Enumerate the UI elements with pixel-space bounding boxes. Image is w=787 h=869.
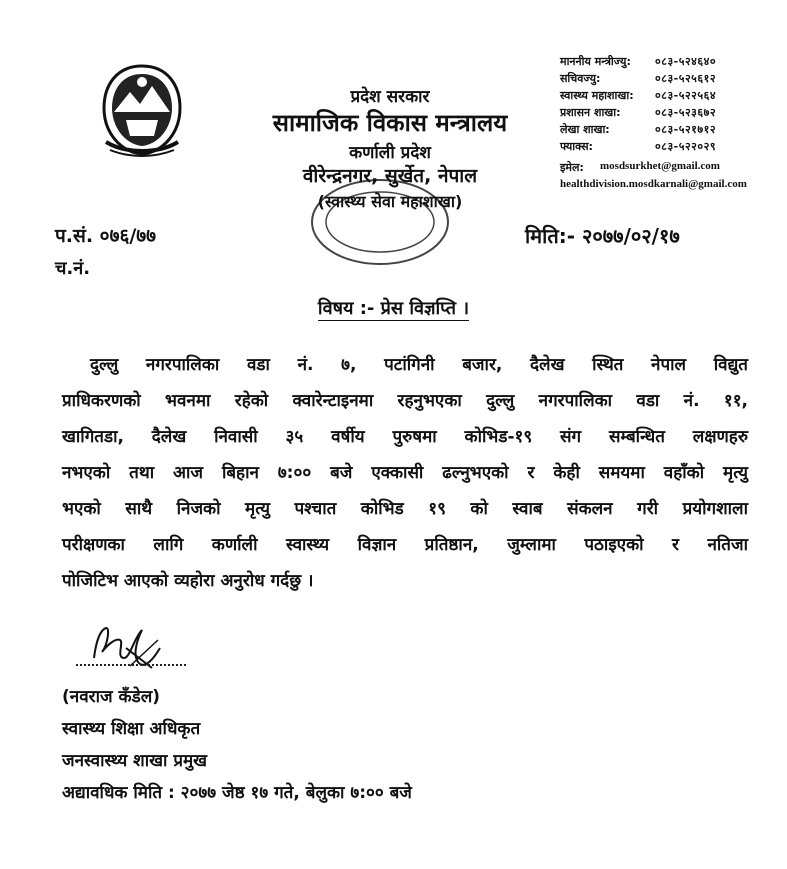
subject-text: विषय :- प्रेस विज्ञप्ति । <box>317 298 470 319</box>
contact-phone: ०८३-५२३६७२ <box>655 106 717 119</box>
body-line: पोजिटिभ आएको व्यहोरा अनुरोध गर्दछु । <box>62 571 314 591</box>
handwritten-signature <box>86 618 166 670</box>
contact-label: माननीय मन्त्रीज्यु: <box>560 55 631 68</box>
subject-line <box>0 296 787 320</box>
body-line: खागितडा, दैलेख निवासी ३५ वर्षीय पुरुषमा कोभिड-१९ संग सम्बन्धित लक्षणहरु <box>62 427 748 447</box>
letter-date: मिति:- २०७७/०२/१७ <box>525 224 680 248</box>
contact-row <box>560 71 782 88</box>
contact-label: प्रशासन शाखा: <box>560 106 621 119</box>
contact-row <box>560 54 782 71</box>
signature-line <box>76 664 186 666</box>
body-line: नभएको तथा आज बिहान ७:०० बजे एक्कासी ढल्नुभएको र केही समयमा वहाँको मृत्यु <box>62 463 748 483</box>
contact-phone: ०८३-५२१७१२ <box>655 123 717 136</box>
email-primary: mosdsurkhet@gmail.com <box>600 160 720 172</box>
contact-label: फ्याक्स: <box>560 140 593 153</box>
body-line: भएको साथै निजको मृत्यु पश्चात कोभिड १९ को स्वाब संकलन गरी प्रयोगशाला <box>62 499 748 519</box>
contact-phone: ०८३-५२२०२९ <box>655 140 717 153</box>
header-province-name: कर्णाली प्रदेश <box>349 143 431 163</box>
signatory-designation: स्वास्थ्य शिक्षा अधिकृत <box>62 719 201 739</box>
header-division: (स्वास्थ्य सेवा महाशाखा) <box>317 192 463 211</box>
contact-phone: ०८३-५२५६१२ <box>655 72 717 85</box>
contact-row <box>560 105 782 122</box>
email-label: इमेल: <box>560 161 584 174</box>
contact-label: सचिवज्यु: <box>560 72 601 85</box>
body-line: प्राधिकरणको भवनमा रहेको क्वारेन्टाइनमा रहनुभएका दुल्लु नगरपालिका वडा नं. ११, <box>62 391 748 411</box>
header-address: वीरेन्द्रनगर, सुर्खेत, नेपाल <box>302 165 478 187</box>
contact-row <box>560 122 782 139</box>
nepal-government-emblem-icon <box>96 62 188 158</box>
header-province-government: प्रदेश सरकार <box>350 87 430 107</box>
contact-phone: ०८३-५२४६४० <box>655 55 717 68</box>
body-line: दुल्लु नगरपालिका वडा नं. ७, पटांगिनी बजार, दैलेख स्थित नेपाल विद्युत <box>90 355 748 375</box>
contact-list <box>560 54 782 190</box>
updated-date: अद्यावधिक मिति : २०७७ जेष्ठ १७ गते, बेलुका ७:०० बजे <box>62 783 412 803</box>
reference-number: प.सं. ०७६/७७ <box>55 225 157 247</box>
signatory-department: जनस्वास्थ्य शाखा प्रमुख <box>62 751 208 771</box>
header-ministry-name: सामाजिक विकास मन्त्रालय <box>272 109 508 137</box>
contact-row <box>560 139 782 156</box>
contact-row <box>560 88 782 105</box>
signatory-name: (नवराज कँडेल) <box>62 687 160 707</box>
dispatch-number: च.नं. <box>55 258 91 279</box>
email-secondary: healthdivision.mosdkarnali@gmail.com <box>560 178 747 190</box>
contact-label: लेखा शाखा: <box>560 123 610 136</box>
contact-phone: ०८३-५२२५६४ <box>655 89 717 102</box>
body-line: परीक्षणका लागि कर्णाली स्वास्थ्य विज्ञान प्रतिष्ठान, जुम्लामा पठाइएको र नतिजा <box>62 535 748 555</box>
contact-label: स्वास्थ्य महाशाखा: <box>560 89 634 102</box>
